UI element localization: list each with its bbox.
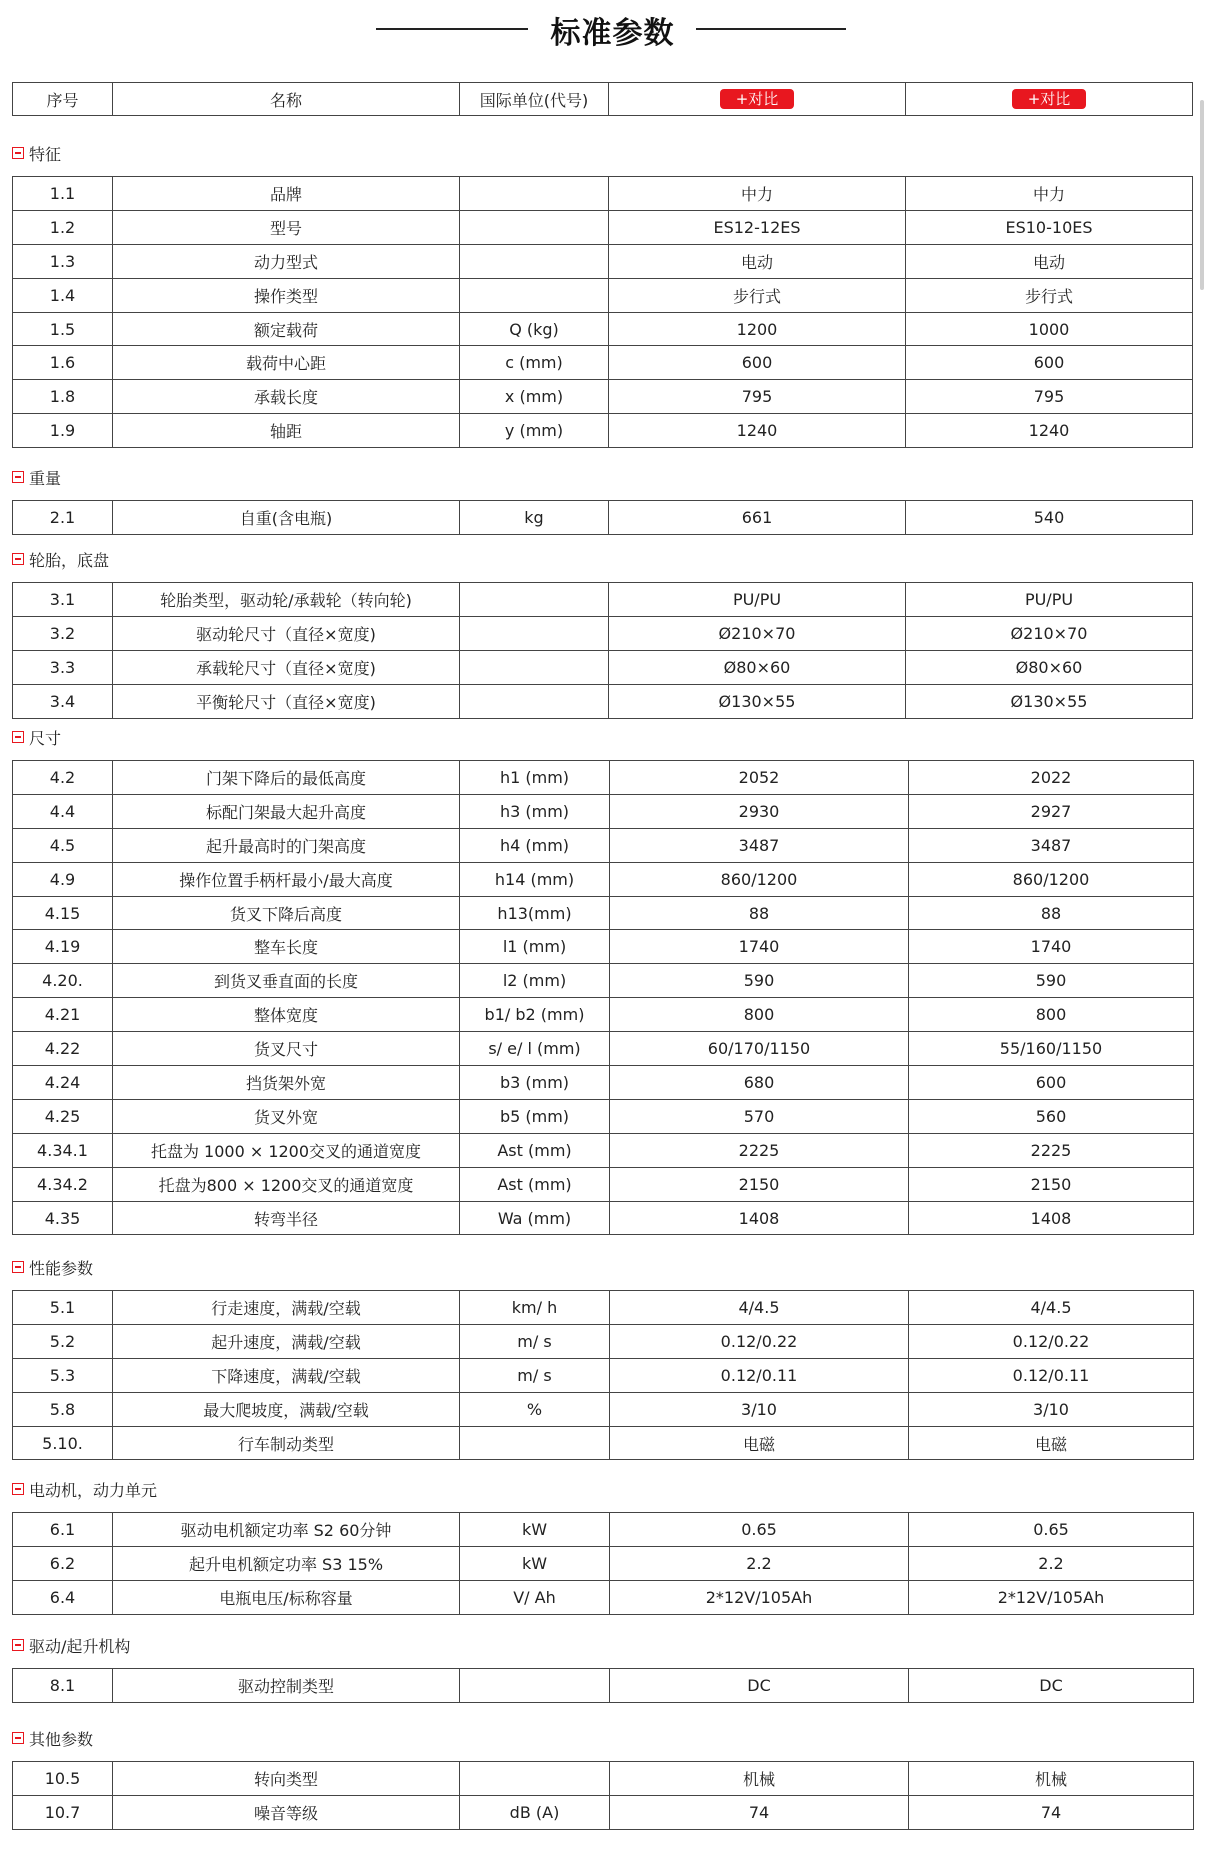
table-row [13, 1066, 1194, 1100]
cell-name: 托盘为 1000 × 1200交叉的通道宽度 [113, 1133, 460, 1167]
cell-model2: 1408 [909, 1201, 1194, 1235]
table-row [13, 1580, 1194, 1614]
cell-name: 下降速度，满载/空载 [113, 1358, 460, 1392]
cell-model1: 2.2 [610, 1546, 909, 1580]
cell-name: 轴距 [113, 414, 460, 448]
section-title: 轮胎，底盘 [29, 550, 110, 570]
section-title: 驱动/起升机构 [29, 1636, 131, 1656]
cell-model2: 1240 [906, 414, 1193, 448]
cell-name: 行走速度，满载/空载 [113, 1291, 460, 1325]
cell-model1: 600 [609, 346, 906, 380]
cell-model2: 4/4.5 [909, 1291, 1194, 1325]
cell-model1: 2*12V/105Ah [610, 1580, 909, 1614]
cell-no: 1.9 [13, 414, 113, 448]
cell-no: 10.7 [13, 1795, 113, 1829]
cell-unit: y (mm) [460, 414, 609, 448]
table-row [13, 930, 1194, 964]
section-header[interactable] [12, 1727, 93, 1749]
collapse-minus-icon[interactable] [12, 471, 24, 483]
cell-no: 3.1 [13, 583, 113, 617]
cell-model1: Ø130×55 [609, 684, 906, 718]
cell-model2: 800 [909, 998, 1194, 1032]
table-row [13, 1324, 1194, 1358]
cell-unit [460, 616, 609, 650]
cell-name: 操作位置手柄杆最小/最大高度 [113, 862, 460, 896]
cell-name: 转向类型 [113, 1762, 460, 1796]
collapse-minus-icon[interactable] [12, 1639, 24, 1651]
cell-name: 托盘为800 × 1200交叉的通道宽度 [113, 1167, 460, 1201]
cell-no: 4.35 [13, 1201, 113, 1235]
cell-name: 额定载荷 [113, 312, 460, 346]
cell-unit [460, 278, 609, 312]
table-row [13, 1167, 1194, 1201]
cell-unit: V/ Ah [460, 1580, 610, 1614]
compare-button-1[interactable]: +对比 [720, 89, 794, 109]
cell-unit: h13(mm) [460, 896, 610, 930]
cell-model1: 2150 [610, 1167, 909, 1201]
header-col-unit: 国际单位(代号) [460, 83, 609, 116]
cell-no: 4.20. [13, 964, 113, 998]
cell-unit: l1 (mm) [460, 930, 610, 964]
table-row [13, 278, 1193, 312]
table-row [13, 1546, 1194, 1580]
section-title: 特征 [29, 144, 62, 164]
cell-model2: 0.12/0.22 [909, 1324, 1194, 1358]
cell-unit: b5 (mm) [460, 1099, 610, 1133]
spec-table [12, 582, 1193, 719]
cell-no: 4.15 [13, 896, 113, 930]
cell-model2: 2150 [909, 1167, 1194, 1201]
cell-unit: Ast (mm) [460, 1133, 610, 1167]
cell-model2: 2.2 [909, 1546, 1194, 1580]
cell-no: 6.1 [13, 1513, 113, 1547]
cell-unit [460, 1426, 610, 1460]
cell-unit: Ast (mm) [460, 1167, 610, 1201]
cell-model2: 步行式 [906, 278, 1193, 312]
cell-model2: 2225 [909, 1133, 1194, 1167]
cell-model1: 机械 [610, 1762, 909, 1796]
collapse-minus-icon[interactable] [12, 731, 24, 743]
table-row [13, 346, 1193, 380]
collapse-minus-icon[interactable] [12, 553, 24, 565]
table-row [13, 312, 1193, 346]
table-row [13, 650, 1193, 684]
cell-no: 4.5 [13, 828, 113, 862]
cell-name: 门架下降后的最低高度 [113, 761, 460, 795]
header-compare-cell-2 [906, 83, 1193, 116]
cell-no: 4.34.1 [13, 1133, 113, 1167]
cell-model1: 2930 [610, 794, 909, 828]
cell-model1: PU/PU [609, 583, 906, 617]
cell-model2: 590 [909, 964, 1194, 998]
section-title: 重量 [29, 468, 62, 488]
table-row [13, 1392, 1194, 1426]
cell-model1: 2225 [610, 1133, 909, 1167]
spec-table [12, 760, 1194, 1235]
cell-no: 1.2 [13, 210, 113, 244]
table-row [13, 1358, 1194, 1392]
cell-name: 驱动控制类型 [113, 1669, 460, 1703]
cell-name: 噪音等级 [113, 1795, 460, 1829]
cell-name: 整体宽度 [113, 998, 460, 1032]
collapse-minus-icon[interactable] [12, 1732, 24, 1744]
cell-unit: % [460, 1392, 610, 1426]
header-table [12, 82, 1193, 116]
cell-no: 4.2 [13, 761, 113, 795]
cell-model1: 1740 [610, 930, 909, 964]
cell-model2: 860/1200 [909, 862, 1194, 896]
cell-model2: Ø210×70 [906, 616, 1193, 650]
cell-unit: c (mm) [460, 346, 609, 380]
cell-no: 5.1 [13, 1291, 113, 1325]
cell-no: 4.24 [13, 1066, 113, 1100]
cell-model2: 0.12/0.11 [909, 1358, 1194, 1392]
cell-no: 4.25 [13, 1099, 113, 1133]
cell-no: 1.4 [13, 278, 113, 312]
table-row [13, 1291, 1194, 1325]
section-header[interactable] [12, 726, 61, 748]
cell-unit: l2 (mm) [460, 964, 610, 998]
cell-model2: 2022 [909, 761, 1194, 795]
table-row [13, 616, 1193, 650]
table-row [13, 583, 1193, 617]
cell-model1: 88 [610, 896, 909, 930]
cell-unit: b3 (mm) [460, 1066, 610, 1100]
table-row [13, 1762, 1194, 1796]
cell-name: 起升最高时的门架高度 [113, 828, 460, 862]
cell-name: 自重(含电瓶) [113, 501, 460, 535]
spec-table [12, 1512, 1194, 1615]
table-row [13, 1426, 1194, 1460]
collapse-minus-icon[interactable] [12, 147, 24, 159]
cell-model2: 1000 [906, 312, 1193, 346]
cell-unit: h14 (mm) [460, 862, 610, 896]
header-row [13, 83, 1193, 116]
cell-no: 3.3 [13, 650, 113, 684]
cell-model1: 电磁 [610, 1426, 909, 1460]
cell-unit: Q (kg) [460, 312, 609, 346]
table-row [13, 828, 1194, 862]
spec-table [12, 1761, 1194, 1830]
collapse-minus-icon[interactable] [12, 1261, 24, 1273]
table-row [13, 684, 1193, 718]
cell-unit [460, 1762, 610, 1796]
cell-unit: m/ s [460, 1324, 610, 1358]
table-row [13, 1032, 1194, 1066]
cell-name: 起升电机额定功率 S3 15% [113, 1546, 460, 1580]
cell-name: 操作类型 [113, 278, 460, 312]
table-row [13, 177, 1193, 211]
cell-model1: 4/4.5 [610, 1291, 909, 1325]
cell-name: 转弯半径 [113, 1201, 460, 1235]
table-row [13, 210, 1193, 244]
section-title: 性能参数 [29, 1258, 94, 1278]
cell-unit: x (mm) [460, 380, 609, 414]
cell-model1: 795 [609, 380, 906, 414]
cell-unit [460, 244, 609, 278]
cell-model2: 560 [909, 1099, 1194, 1133]
section-title: 尺寸 [29, 728, 62, 748]
cell-model1: 74 [610, 1795, 909, 1829]
table-row [13, 244, 1193, 278]
cell-no: 2.1 [13, 501, 113, 535]
cell-name: 型号 [113, 210, 460, 244]
collapse-minus-icon[interactable] [12, 1483, 24, 1495]
cell-no: 1.1 [13, 177, 113, 211]
cell-model2: 3/10 [909, 1392, 1194, 1426]
cell-model2: 中力 [906, 177, 1193, 211]
cell-model1: 中力 [609, 177, 906, 211]
cell-name: 标配门架最大起升高度 [113, 794, 460, 828]
cell-name: 货叉尺寸 [113, 1032, 460, 1066]
cell-no: 8.1 [13, 1669, 113, 1703]
cell-model1: 680 [610, 1066, 909, 1100]
cell-model1: 电动 [609, 244, 906, 278]
cell-unit: h4 (mm) [460, 828, 610, 862]
cell-name: 挡货架外宽 [113, 1066, 460, 1100]
cell-model1: 3/10 [610, 1392, 909, 1426]
cell-unit: kW [460, 1546, 610, 1580]
cell-unit: Wa (mm) [460, 1201, 610, 1235]
cell-no: 4.22 [13, 1032, 113, 1066]
cell-name: 驱动电机额定功率 S2 60分钟 [113, 1513, 460, 1547]
cell-model1: 0.12/0.22 [610, 1324, 909, 1358]
cell-model2: 88 [909, 896, 1194, 930]
table-row [13, 794, 1194, 828]
cell-model2: 795 [906, 380, 1193, 414]
cell-model2: 540 [906, 501, 1193, 535]
table-row [13, 1133, 1194, 1167]
cell-unit: kg [460, 501, 609, 535]
table-row [13, 1669, 1194, 1703]
cell-name: 货叉外宽 [113, 1099, 460, 1133]
cell-unit: dB (A) [460, 1795, 610, 1829]
cell-model1: 3487 [610, 828, 909, 862]
compare-button-2[interactable]: +对比 [1012, 89, 1086, 109]
cell-no: 4.19 [13, 930, 113, 964]
cell-unit: s/ e/ l (mm) [460, 1032, 610, 1066]
cell-model1: 661 [609, 501, 906, 535]
cell-model2: 1740 [909, 930, 1194, 964]
cell-no: 1.5 [13, 312, 113, 346]
table-row [13, 862, 1194, 896]
section-title: 电动机，动力单元 [29, 1480, 158, 1500]
header-col-no: 序号 [13, 83, 113, 116]
cell-no: 1.8 [13, 380, 113, 414]
table-row [13, 964, 1194, 998]
cell-name: 最大爬坡度，满载/空载 [113, 1392, 460, 1426]
cell-no: 5.3 [13, 1358, 113, 1392]
table-row [13, 414, 1193, 448]
header-col-name: 名称 [113, 83, 460, 116]
table-row [13, 761, 1194, 795]
cell-unit: h1 (mm) [460, 761, 610, 795]
cell-name: 品牌 [113, 177, 460, 211]
cell-name: 承载长度 [113, 380, 460, 414]
cell-model1: 1240 [609, 414, 906, 448]
cell-model1: 0.65 [610, 1513, 909, 1547]
section-title: 其他参数 [29, 1729, 94, 1749]
cell-name: 电瓶电压/标称容量 [113, 1580, 460, 1614]
cell-unit: m/ s [460, 1358, 610, 1392]
cell-unit [460, 684, 609, 718]
cell-model2: 机械 [909, 1762, 1194, 1796]
cell-model2: 0.65 [909, 1513, 1194, 1547]
cell-model2: ES10-10ES [906, 210, 1193, 244]
cell-name: 货叉下降后高度 [113, 896, 460, 930]
cell-model2: Ø130×55 [906, 684, 1193, 718]
spec-table [12, 1290, 1194, 1460]
cell-name: 驱动轮尺寸（直径×宽度) [113, 616, 460, 650]
title-divider-right [696, 28, 846, 30]
cell-name: 载荷中心距 [113, 346, 460, 380]
cell-model2: Ø80×60 [906, 650, 1193, 684]
cell-unit [460, 583, 609, 617]
cell-no: 10.5 [13, 1762, 113, 1796]
cell-no: 4.9 [13, 862, 113, 896]
cell-name: 到货叉垂直面的长度 [113, 964, 460, 998]
cell-no: 4.34.2 [13, 1167, 113, 1201]
cell-model1: 60/170/1150 [610, 1032, 909, 1066]
cell-no: 5.10. [13, 1426, 113, 1460]
header-compare-cell-1 [609, 83, 906, 116]
table-row [13, 380, 1193, 414]
spec-table [12, 1668, 1194, 1703]
page-title-bar [0, 0, 1205, 60]
table-row [13, 501, 1193, 535]
cell-model2: 55/160/1150 [909, 1032, 1194, 1066]
cell-no: 4.4 [13, 794, 113, 828]
section-header[interactable] [12, 548, 109, 570]
cell-model2: PU/PU [906, 583, 1193, 617]
cell-model1: 2052 [610, 761, 909, 795]
cell-name: 平衡轮尺寸（直径×宽度) [113, 684, 460, 718]
table-row [13, 1201, 1194, 1235]
cell-name: 起升速度，满载/空载 [113, 1324, 460, 1358]
cell-no: 1.3 [13, 244, 113, 278]
table-row [13, 998, 1194, 1032]
cell-unit: b1/ b2 (mm) [460, 998, 610, 1032]
cell-model2: 600 [909, 1066, 1194, 1100]
cell-unit: km/ h [460, 1291, 610, 1325]
cell-unit [460, 210, 609, 244]
cell-model1: 590 [610, 964, 909, 998]
cell-no: 6.2 [13, 1546, 113, 1580]
table-row [13, 1795, 1194, 1829]
cell-unit [460, 650, 609, 684]
cell-model1: 800 [610, 998, 909, 1032]
cell-model1: 步行式 [609, 278, 906, 312]
cell-model2: 600 [906, 346, 1193, 380]
cell-model2: 3487 [909, 828, 1194, 862]
cell-no: 3.4 [13, 684, 113, 718]
cell-model2: 电动 [906, 244, 1193, 278]
table-row [13, 896, 1194, 930]
section-header[interactable] [12, 1478, 157, 1500]
page-title: 标准参数 [550, 16, 675, 51]
cell-model1: 1200 [609, 312, 906, 346]
section-header[interactable] [12, 1256, 93, 1278]
section-header[interactable] [12, 142, 61, 164]
table-row [13, 1099, 1194, 1133]
cell-unit: h3 (mm) [460, 794, 610, 828]
cell-model2: 2927 [909, 794, 1194, 828]
cell-no: 5.2 [13, 1324, 113, 1358]
cell-no: 4.21 [13, 998, 113, 1032]
cell-unit [460, 177, 609, 211]
cell-unit [460, 1669, 610, 1703]
cell-model2: 电磁 [909, 1426, 1194, 1460]
cell-name: 轮胎类型，驱动轮/承载轮（转向轮) [113, 583, 460, 617]
cell-model1: 1408 [610, 1201, 909, 1235]
cell-name: 整车长度 [113, 930, 460, 964]
cell-name: 动力型式 [113, 244, 460, 278]
cell-model1: Ø80×60 [609, 650, 906, 684]
cell-model1: 0.12/0.11 [610, 1358, 909, 1392]
cell-model1: 860/1200 [610, 862, 909, 896]
spec-table [12, 500, 1193, 535]
cell-no: 3.2 [13, 616, 113, 650]
cell-name: 承载轮尺寸（直径×宽度) [113, 650, 460, 684]
cell-no: 6.4 [13, 1580, 113, 1614]
cell-model1: 570 [610, 1099, 909, 1133]
section-header[interactable] [12, 466, 61, 488]
scrollbar[interactable] [1200, 100, 1204, 290]
cell-unit: kW [460, 1513, 610, 1547]
cell-model2: 74 [909, 1795, 1194, 1829]
cell-no: 5.8 [13, 1392, 113, 1426]
table-row [13, 1513, 1194, 1547]
cell-no: 1.6 [13, 346, 113, 380]
cell-name: 行车制动类型 [113, 1426, 460, 1460]
cell-model1: DC [610, 1669, 909, 1703]
cell-model1: ES12-12ES [609, 210, 906, 244]
cell-model2: DC [909, 1669, 1194, 1703]
cell-model2: 2*12V/105Ah [909, 1580, 1194, 1614]
cell-model1: Ø210×70 [609, 616, 906, 650]
section-header[interactable] [12, 1634, 130, 1656]
spec-table [12, 176, 1193, 448]
